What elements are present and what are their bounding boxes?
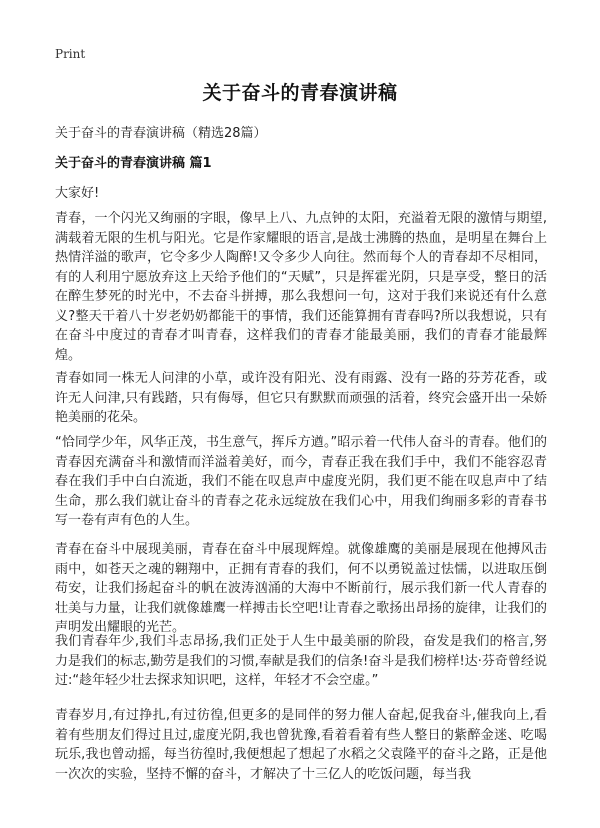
body-paragraph: “恰同学少年，风华正茂，书生意气，挥斥方遒。”昭示着一代伟人奋斗的青春。他们的青春因充满奋斗和激情而洋溢着美好，而今，青春正我在我们手中，我们不能容忍青春在我们手中白白流逝，我们不能在叹息声中虚度光阴，我们更不能在叹息声中了结生命，那么我们就让奋斗的青春之花永远绽放在我们心中，用我们绚丽多彩的青春书写一卷有声有色的人生。 bbox=[55, 435, 547, 528]
body-paragraph: 青春，一个闪光又绚丽的字眼，像早上八、九点钟的太阳，充溢着无限的激情与期望,满载着无限的生机与阳光。它是作家耀眼的语言,是战士沸腾的热血，是明星在舞台上热情洋溢的歌声，它令多少人陶醉!又令多少人向往。然而每个人的青春却不尽相同，有的人利用宁愿放弃这上天给予他们的“天赋”，只是挥霍光阴，只是享受，整日的活在醉生梦死的时光中，不去奋斗拼搏，那么我想问一句，这对于我们来说还有什么意义?整天干着八十岁老奶奶都能干的事情，我们还能算拥有青春吗?所以我想说，只有在奋斗中度过的青春才叫青春，这样我们的青春才能最美丽，我们的青春才能最辉煌。 bbox=[55, 211, 547, 363]
document-title: 关于奋斗的青春演讲稿 bbox=[202, 82, 398, 104]
body-paragraph: 青春岁月,有过挣扎,有过彷徨,但更多的是同伴的努力催人奋起,促我奋斗,催我向上,看着有些朋友们得过且过,虚度光阴,我也曾犹豫,看着看着有些人整日的紫醉金迷、吃喝玩乐,我也曾动摇，每当彷徨时,我便想起了想起了水稻之父袁隆平的奋斗之路，正是他一次次的实验，坚持不懈的奋斗，才解决了十三亿人的吃饭问题，每当我 bbox=[55, 708, 547, 782]
body-paragraph: 青春在奋斗中展现美丽，青春在奋斗中展现辉煌。就像雄鹰的美丽是展现在他搏风击雨中，如苍天之魂的翱翔中，正拥有青春的我们，何不以勇锐盖过怯懦，以进取压倒苟安，让我们扬起奋斗的帆在波涛汹涌的大海中不断前行，展示我们新一代人青春的壮美与力量，让我们就像雄鹰一样搏击长空吧!让青春之歌扬出昂扬的旋律，让我们的声明发出耀眼的光芒。 bbox=[55, 542, 547, 635]
body-paragraph: 青春如同一株无人问津的小草，或许没有阳光、没有雨露、没有一路的芬芳花香，或许无人问津,只有践踏，只有侮辱，但它只有默默而顽强的活着，终究会盛开出一朵娇艳美丽的花朵。 bbox=[55, 371, 547, 425]
section-heading: 关于奋斗的青春演讲稿 篇1 bbox=[55, 156, 212, 171]
greeting-text: 大家好! bbox=[55, 186, 100, 201]
print-label: Print bbox=[55, 47, 86, 61]
document-subtitle: 关于奋斗的青春演讲稿（精选28篇） bbox=[55, 126, 267, 141]
body-paragraph: 我们青春年少,我们斗志昂扬,我们正处于人生中最美丽的阶段，奋发是我们的格言,努力是我们的标志,勤劳是我们的习惯,奉献是我们的信条!奋斗是我们榜样!达·芬奇曾经说过:“趁年轻少壮去探求知识吧，这样，年轻才不会空虚。” bbox=[55, 634, 547, 688]
